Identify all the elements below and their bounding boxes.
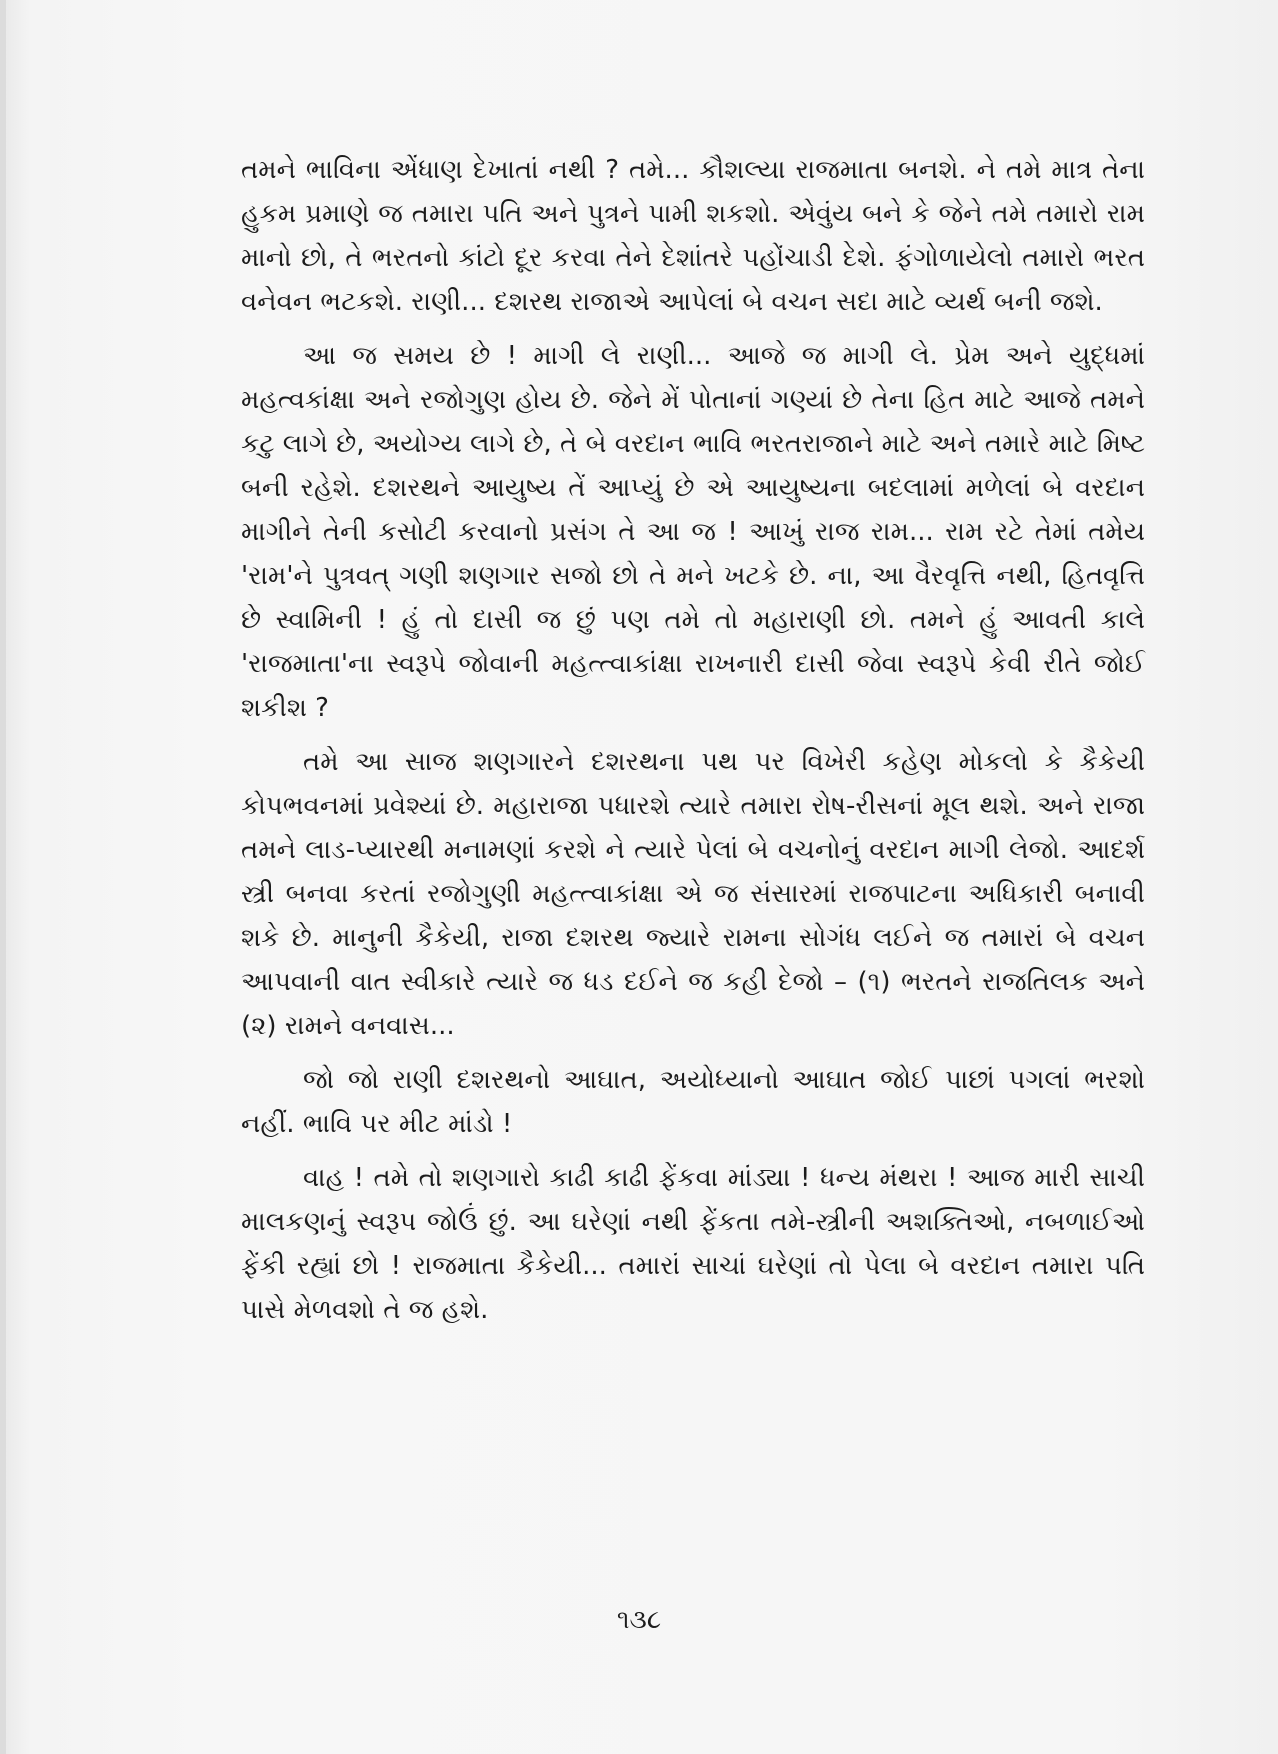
body-text bbox=[241, 148, 1145, 1342]
page-number: ૧૩૮ bbox=[616, 1605, 662, 1635]
paragraph: આ જ સમય છે ! માગી લે રાણી... આજે જ માગી લે. પ્રેમ અને યુદ્ધમાં મહત્વકાંક્ષા અને રજોગુણ હોય છે. જેને મેં પોતાનાં ગણ્યાં છે તેના હિત માટે આજે તમને કટુ લાગે છે, અયોગ્ય લાગે છે, તે બે વરદાન ભાવિ ભરતરાજાને માટે અને તમારે માટે મિષ્ટ બની રહેશે. દશરથને આયુષ્ય તેં આપ્યું છે એ આયુષ્યના બદલામાં મળેલાં બે વરદાન માગીને તેની કસોટી કરવાનો પ્રસંગ તે આ જ ! આખું રાજ રામ... રામ રટે તેમાં તમેય 'રામ'ને પુત્રવત્ ગણી શણગાર સજો છો તે મને ખટકે છે. ના, આ વૈરવૃત્તિ નથી, હિતવૃત્તિ છે સ્વામિની ! હું તો દાસી જ છું પણ તમે તો મહારાણી છો. તમને હું આવતી કાલે 'રાજમાતા'ના સ્વરૂપે જોવાની મહત્ત્વાકાંક્ષા રાખનારી દાસી જેવા સ્વરૂપે કેવી રીતે જોઈ શકીશ ? bbox=[241, 341, 1145, 723]
paragraph: તમને ભાવિના એંધાણ દેખાતાં નથી ? તમે... કૌશલ્યા રાજમાતા બનશે. ને તમે માત્ર તેના હુકમ પ્રમાણે જ તમારા પતિ અને પુત્રને પામી શકશો. એવુંય બને કે જેને તમે તમારો રામ માનો છો, તે ભરતનો કાંટો દૂર કરવા તેને દેશાંતરે પહોંચાડી દેશે. ફંગોળાયેલો તમારો ભરત વનેવન ભટકશે. રાણી... દશરથ રાજાએ આપેલાં બે વચન સદા માટે વ્યર્થ બની જશે. bbox=[241, 155, 1145, 317]
paragraph: જો જો રાણી દશરથનો આઘાત, અયોધ્યાનો આઘાત જોઈ પાછાં પગલાં ભરશો નહીં. ભાવિ પર મીટ માંડો ! bbox=[241, 1065, 1145, 1139]
paragraph: તમે આ સાજ શણગારને દશરથના પથ પર વિખેરી કહેણ મોકલો કે કૈકેયી કોપભવનમાં પ્રવેશ્યાં છે. મહારાજા પધારશે ત્યારે તમારા રોષ-રીસનાં મૂલ થશે. અને રાજા તમને લાડ-પ્યારથી મનામણાં કરશે ને ત્યારે પેલાં બે વચનોનું વરદાન માગી લેજો. આદર્શ સ્ત્રી બનવા કરતાં રજોગુણી મહત્ત્વાકાંક્ષા એ જ સંસારમાં રાજપાટના અધિકારી બનાવી શકે છે. માનુની કૈકેયી, રાજા દશરથ જ્યારે રામના સોગંધ લઈને જ તમારાં બે વચન આપવાની વાત સ્વીકારે ત્યારે જ ધડ દઈને જ કહી દેજો – (૧) ભરતને રાજતિલક અને (૨) રામને વનવાસ... bbox=[241, 747, 1145, 1041]
page-edge-shadow bbox=[0, 0, 6, 1754]
paragraph: વાહ ! તમે તો શણગારો કાઢી કાઢી ફેંકવા માંડ્યા ! ધન્ય મંથરા ! આજ મારી સાચી માલકણનું સ્વરૂપ જોઉં છું. આ ઘરેણાં નથી ફેંકતા તમે-સ્ત્રીની અશક્તિઓ, નબળાઈઓ ફેંકી રહ્યાં છો ! રાજમાતા કૈકેયી... તમારાં સાચાં ઘરેણાં તો પેલા બે વરદાન તમારા પતિ પાસે મેળવશો તે જ હશે. bbox=[241, 1163, 1145, 1325]
